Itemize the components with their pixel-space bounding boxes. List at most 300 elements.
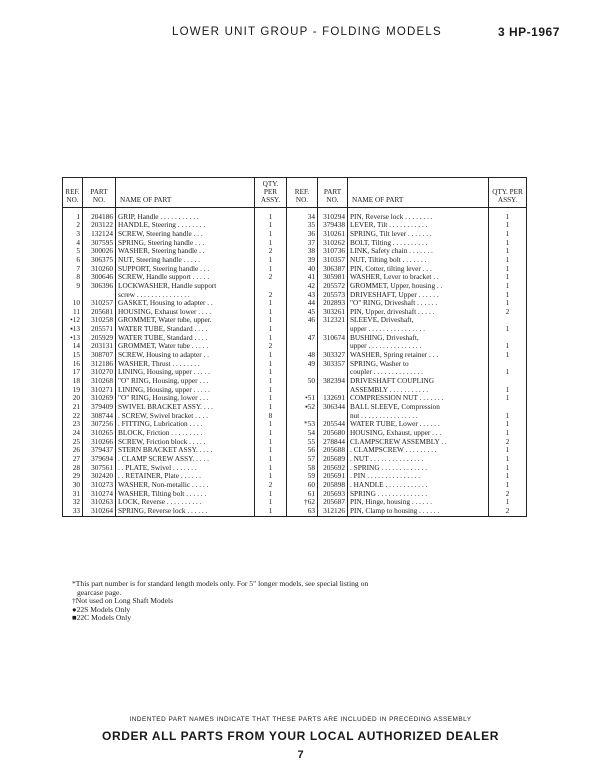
part-no-cell: 310270 — [83, 368, 116, 377]
part-no-cell: 306387 — [318, 265, 348, 274]
parts-table-body — [63, 207, 527, 516]
part-no-cell: 306396 — [83, 282, 116, 291]
ref-no-cell: 48 — [287, 351, 318, 360]
part-no-cell: 202893 — [318, 299, 348, 308]
part-no-cell: 310268 — [83, 377, 116, 386]
ref-no-cell: ▪52 — [287, 403, 318, 412]
ref-no-cell — [287, 412, 318, 421]
part-name-cell: WASHER, Non-metallic . . . . . — [116, 481, 255, 490]
part-no-cell: 300026 — [83, 247, 116, 256]
part-no-cell: 302420 — [83, 472, 116, 481]
part-no-cell: 300646 — [83, 273, 116, 282]
part-name-cell: LINING, Housing, upper . . . . . — [116, 386, 255, 395]
ref-no-cell: *53 — [287, 420, 318, 429]
part-name-cell: SPRING, Reverse lock . . . . . . — [116, 507, 255, 516]
qty-cell: 1 — [255, 498, 287, 507]
ref-no-cell: 49 — [287, 360, 318, 369]
qty-cell: 1 — [255, 394, 287, 403]
ref-no-cell — [287, 386, 318, 395]
part-name-cell: GASKET, Housing to adapter . . — [116, 299, 255, 308]
part-name-cell: PIN, Clamp to housing . . . . . . — [348, 507, 489, 516]
qty-cell: 1 — [255, 207, 287, 221]
ref-no-cell: 1 — [63, 207, 83, 221]
part-name-cell: WASHER, Tilting bolt . . . . . . — [116, 490, 255, 499]
part-name-cell: BLOCK, Friction . . . . . . . . . — [116, 429, 255, 438]
part-no-cell: 310257 — [83, 299, 116, 308]
part-no-cell: 205681 — [83, 308, 116, 317]
qty-cell: 1 — [489, 291, 527, 300]
part-name-cell: . NUT . . . . . . . . . . . . . . . — [348, 455, 489, 464]
ref-no-cell: 22 — [63, 412, 83, 421]
table-row — [63, 282, 527, 291]
table-row — [63, 342, 527, 351]
part-no-cell: 205689 — [318, 455, 348, 464]
qty-cell — [489, 360, 527, 369]
qty-cell: 1 — [255, 446, 287, 455]
part-name-cell: LOCK, Reverse . . . . . . . . . . — [116, 498, 255, 507]
qty-cell: 1 — [489, 221, 527, 230]
table-row — [63, 481, 527, 490]
part-name-cell: WATER TUBE, Standard . . . . — [116, 325, 255, 334]
part-no-cell: 205693 — [318, 490, 348, 499]
qty-cell: 1 — [489, 325, 527, 334]
ref-no-cell: 36 — [287, 230, 318, 239]
part-name-cell: GROMMET, Upper, housing . . — [348, 282, 489, 291]
part-name-cell: coupler . . . . . . . . . . . . . . — [348, 368, 489, 377]
ref-no-cell: 11 — [63, 308, 83, 317]
part-no-cell: 205687 — [318, 498, 348, 507]
ref-no-cell: 39 — [287, 256, 318, 265]
part-name-cell: WASHER, Lever to bracket . . — [348, 273, 489, 282]
ref-no-cell: 46 — [287, 316, 318, 325]
ref-no-cell: 57 — [287, 455, 318, 464]
ref-no-cell: ▪13 — [63, 325, 83, 334]
part-no-cell: 310265 — [83, 429, 116, 438]
part-name-cell: SCREW, Handle support . . . . . — [116, 273, 255, 282]
qty-cell: 2 — [255, 481, 287, 490]
part-no-cell: 205572 — [318, 282, 348, 291]
table-row — [63, 412, 527, 421]
ref-no-cell: 42 — [287, 282, 318, 291]
part-name-cell: . SPRING . . . . . . . . . . . . . — [348, 464, 489, 473]
part-no-cell: 379438 — [318, 221, 348, 230]
col-name-header-2: NAME OF PART — [348, 178, 489, 208]
part-no-cell: 303261 — [318, 308, 348, 317]
table-row — [63, 308, 527, 317]
qty-cell: 1 — [489, 256, 527, 265]
part-no-cell: 203131 — [83, 342, 116, 351]
part-no-cell: 308744 — [83, 412, 116, 421]
part-name-cell: PIN, Hinge, housing . . . . . . — [348, 498, 489, 507]
ref-no-cell: 60 — [287, 481, 318, 490]
part-name-cell: GRIP, Handle . . . . . . . . . . . — [116, 207, 255, 221]
part-no-cell: 310266 — [83, 438, 116, 447]
qty-cell: 2 — [255, 291, 287, 300]
ref-no-cell: 26 — [63, 446, 83, 455]
table-row — [63, 368, 527, 377]
qty-cell: 1 — [489, 446, 527, 455]
part-no-cell — [318, 412, 348, 421]
qty-cell: 2 — [489, 490, 527, 499]
part-name-cell: HOUSING, Exhaust, upper . . . — [348, 429, 489, 438]
qty-cell: 1 — [255, 420, 287, 429]
part-name-cell: . PIN . . . . . . . . . . . . . . . — [348, 472, 489, 481]
qty-cell: 1 — [255, 368, 287, 377]
table-row — [63, 299, 527, 308]
part-name-cell: SCREW, Steering handle . . . — [116, 230, 255, 239]
ref-no-cell: 38 — [287, 247, 318, 256]
table-row — [63, 360, 527, 369]
qty-cell: 1 — [489, 265, 527, 274]
part-name-cell: . CLAMPSCREW . . . . . . . . . — [348, 446, 489, 455]
part-name-cell: LINING, Housing, upper . . . . . — [116, 368, 255, 377]
ref-no-cell: 61 — [287, 490, 318, 499]
part-name-cell: HANDLE, Steering . . . . . . . . — [116, 221, 255, 230]
col-ref-header: REF. NO. — [63, 178, 83, 208]
qty-cell — [489, 316, 527, 325]
part-name-cell: SWIVEL BRACKET ASSY. . . . — [116, 403, 255, 412]
ref-no-cell — [287, 325, 318, 334]
ref-no-cell: 9 — [63, 282, 83, 291]
table-row — [63, 464, 527, 473]
part-no-cell: 205544 — [318, 420, 348, 429]
indented-names-note: INDENTED PART NAMES INDICATE THAT THESE PARTS ARE INCLUDED IN PRECEDING ASSEMBLY — [129, 716, 472, 723]
part-name-cell: "O" RING, Housing, lower . . . — [116, 394, 255, 403]
part-name-cell: COMPRESSION NUT . . . . . . . — [348, 394, 489, 403]
table-row — [63, 420, 527, 429]
qty-cell: 1 — [255, 230, 287, 239]
ref-no-cell: 23 — [63, 420, 83, 429]
part-name-cell: . . RETAINER, Plate . . . . . . — [116, 472, 255, 481]
table-row — [63, 207, 527, 221]
qty-cell: 2 — [489, 438, 527, 447]
part-no-cell: 278844 — [318, 438, 348, 447]
qty-cell: 1 — [255, 351, 287, 360]
part-no-cell: 379437 — [83, 446, 116, 455]
part-name-cell: LINK, Safety chain . . . . . . . — [348, 247, 489, 256]
part-name-cell: GROMMET, Water tube . . . . . — [116, 342, 255, 351]
part-name-cell: NUT, Tilting bolt . . . . . . . — [348, 256, 489, 265]
part-name-cell: upper . . . . . . . . . . . . . . . . — [348, 325, 489, 334]
table-row — [63, 239, 527, 248]
qty-cell: 1 — [255, 325, 287, 334]
part-name-cell: "O" RING, Driveshaft . . . . . . — [348, 299, 489, 308]
ref-no-cell: 34 — [287, 207, 318, 221]
part-no-cell: 310674 — [318, 334, 348, 343]
ref-no-cell: 20 — [63, 394, 83, 403]
qty-cell: 1 — [489, 299, 527, 308]
qty-cell: 1 — [255, 455, 287, 464]
part-no-cell: 310294 — [318, 207, 348, 221]
footnote-gearcase: gearcase page. — [77, 587, 122, 597]
qty-cell: 1 — [255, 308, 287, 317]
ref-no-cell: 35 — [287, 221, 318, 230]
part-no-cell — [318, 386, 348, 395]
ref-no-cell: 43 — [287, 291, 318, 300]
col-qty-header: QTY. PER ASSY. — [255, 178, 287, 208]
col-qty-header-2: QTY. PER ASSY. — [489, 178, 527, 208]
qty-cell: 2 — [255, 342, 287, 351]
part-name-cell: WASHER, Steering handle . . — [116, 247, 255, 256]
part-name-cell: SLEEVE, Driveshaft, — [348, 316, 489, 325]
ref-no-cell: 3 — [63, 230, 83, 239]
part-no-cell: 203122 — [83, 221, 116, 230]
ref-no-cell: •13 — [63, 334, 83, 343]
part-no-cell: 132124 — [83, 230, 116, 239]
part-no-cell: 308707 — [83, 351, 116, 360]
qty-cell: 1 — [489, 351, 527, 360]
ref-no-cell: 29 — [63, 472, 83, 481]
ref-no-cell: 16 — [63, 360, 83, 369]
table-row — [63, 394, 527, 403]
qty-cell: 1 — [489, 207, 527, 221]
table-row — [63, 429, 527, 438]
table-row — [63, 455, 527, 464]
part-name-cell: NUT, Steering handle . . . . . — [116, 256, 255, 265]
ref-no-cell — [63, 291, 83, 300]
table-row — [63, 265, 527, 274]
ref-no-cell: 33 — [63, 507, 83, 516]
footnotes — [72, 580, 368, 623]
ref-no-cell: 44 — [287, 299, 318, 308]
part-no-cell: 312321 — [318, 316, 348, 325]
part-name-cell: nut . . . . . . . . . . . . . . . . — [348, 412, 489, 421]
table-row — [63, 291, 527, 300]
part-name-cell: DRIVESHAFT, Upper . . . . . . — [348, 291, 489, 300]
qty-cell: 2 — [255, 247, 287, 256]
part-no-cell: 310273 — [83, 481, 116, 490]
part-no-cell: 310260 — [83, 265, 116, 274]
part-name-cell: SPRING, Steering handle . . . — [116, 239, 255, 248]
table-row — [63, 325, 527, 334]
part-no-cell: 303357 — [318, 360, 348, 369]
qty-cell: 1 — [255, 403, 287, 412]
part-no-cell: 310271 — [83, 386, 116, 395]
qty-cell: 1 — [489, 481, 527, 490]
ref-no-cell: 27 — [63, 455, 83, 464]
part-name-cell: DRIVESHAFT COUPLING — [348, 377, 489, 386]
part-no-cell: 379409 — [83, 403, 116, 412]
part-no-cell: 312186 — [83, 360, 116, 369]
part-name-cell: . FITTING, Lubrication . . . . — [116, 420, 255, 429]
qty-cell: 1 — [255, 438, 287, 447]
part-name-cell: SUPPORT, Steering handle . . . — [116, 265, 255, 274]
part-no-cell: 303327 — [318, 351, 348, 360]
qty-cell: 1 — [255, 221, 287, 230]
ref-no-cell: 32 — [63, 498, 83, 507]
ref-no-cell: 58 — [287, 464, 318, 473]
ref-no-cell: 24 — [63, 429, 83, 438]
ref-no-cell: 63 — [287, 507, 318, 516]
part-no-cell — [318, 325, 348, 334]
qty-cell: 1 — [489, 273, 527, 282]
qty-cell: 1 — [489, 412, 527, 421]
part-no-cell: 205573 — [318, 291, 348, 300]
qty-cell: 1 — [255, 472, 287, 481]
part-name-cell: BALL SLEEVE, Compression — [348, 403, 489, 412]
table-row — [63, 221, 527, 230]
qty-cell: 1 — [255, 239, 287, 248]
ref-no-cell: 15 — [63, 351, 83, 360]
qty-cell: 1 — [489, 342, 527, 351]
ref-no-cell: 17 — [63, 368, 83, 377]
table-row — [63, 334, 527, 343]
col-ref-header-2: REF. NO. — [287, 178, 318, 208]
qty-cell: 1 — [255, 316, 287, 325]
footnote-long-shaft: †Not used on Long Shaft Models — [72, 596, 174, 606]
part-name-cell: WATER TUBE, Lower . . . . . . — [348, 420, 489, 429]
ref-no-cell: •12 — [63, 316, 83, 325]
table-row — [63, 377, 527, 386]
part-name-cell: SCREW, Housing to adapter . . — [116, 351, 255, 360]
qty-cell: 1 — [489, 464, 527, 473]
part-name-cell: BOLT, Tilting . . . . . . . . . . — [348, 239, 489, 248]
ref-no-cell: 31 — [63, 490, 83, 499]
ref-no-cell: 45 — [287, 308, 318, 317]
part-name-cell: STERN BRACKET ASSY. . . . . — [116, 446, 255, 455]
part-name-cell: SCREW, Friction block . . . . . — [116, 438, 255, 447]
ref-no-cell: †62 — [287, 498, 318, 507]
part-no-cell: 310736 — [318, 247, 348, 256]
part-no-cell: 307561 — [83, 464, 116, 473]
ref-no-cell: 10 — [63, 299, 83, 308]
part-no-cell: 379694 — [83, 455, 116, 464]
ref-no-cell: 18 — [63, 377, 83, 386]
ref-no-cell: 50 — [287, 377, 318, 386]
part-name-cell: ASSEMBLY . . . . . . . . . . . — [348, 386, 489, 395]
ref-no-cell: 8 — [63, 273, 83, 282]
table-row — [63, 351, 527, 360]
ref-no-cell: 2 — [63, 221, 83, 230]
part-name-cell: BUSHING, Driveshaft, — [348, 334, 489, 343]
qty-cell: 1 — [489, 230, 527, 239]
ref-no-cell: 55 — [287, 438, 318, 447]
part-name-cell: . CLAMP SCREW ASSY. . . . . — [116, 455, 255, 464]
part-no-cell: 205688 — [318, 446, 348, 455]
qty-cell: 8 — [255, 412, 287, 421]
table-row — [63, 498, 527, 507]
qty-cell — [489, 377, 527, 386]
qty-cell: 1 — [255, 464, 287, 473]
qty-cell — [255, 282, 287, 291]
part-no-cell: 310274 — [83, 490, 116, 499]
qty-cell: 2 — [255, 273, 287, 282]
part-no-cell: 310264 — [83, 507, 116, 516]
qty-cell: 1 — [255, 490, 287, 499]
qty-cell: 1 — [489, 386, 527, 395]
qty-cell: 1 — [255, 256, 287, 265]
table-header-row — [63, 178, 527, 208]
part-no-cell: 310263 — [83, 498, 116, 507]
qty-cell: 1 — [489, 247, 527, 256]
part-name-cell: SPRING . . . . . . . . . . . . . . — [348, 490, 489, 499]
qty-cell — [489, 334, 527, 343]
part-name-cell: HOUSING, Exhaust lower . . . . — [116, 308, 255, 317]
part-no-cell: 307256 — [83, 420, 116, 429]
part-no-cell: 310261 — [318, 230, 348, 239]
part-no-cell: 205680 — [318, 429, 348, 438]
qty-cell: 2 — [489, 308, 527, 317]
part-no-cell: 310262 — [318, 239, 348, 248]
ref-no-cell: 37 — [287, 239, 318, 248]
ref-no-cell: 30 — [63, 481, 83, 490]
ref-no-cell — [287, 368, 318, 377]
part-no-cell: 205571 — [83, 325, 116, 334]
part-no-cell: 205691 — [318, 472, 348, 481]
part-name-cell: upper . . . . . . . . . . . . . . . — [348, 342, 489, 351]
part-no-cell: 205929 — [83, 334, 116, 343]
part-no-cell: 205692 — [318, 464, 348, 473]
qty-cell: 1 — [255, 507, 287, 516]
col-part-header-2: PART NO. — [318, 178, 348, 208]
part-no-cell: 382394 — [318, 377, 348, 386]
part-name-cell: LEVER, Tilt . . . . . . . . . . . — [348, 221, 489, 230]
table-row — [63, 403, 527, 412]
page-number: 7 — [297, 749, 304, 761]
qty-cell: 1 — [489, 498, 527, 507]
table-row — [63, 472, 527, 481]
qty-cell: 1 — [489, 420, 527, 429]
part-name-cell: LOCKWASHER, Handle support — [116, 282, 255, 291]
qty-cell — [489, 403, 527, 412]
qty-cell: 1 — [489, 239, 527, 248]
qty-cell: 1 — [489, 394, 527, 403]
ref-no-cell: •51 — [287, 394, 318, 403]
ref-no-cell: 40 — [287, 265, 318, 274]
part-no-cell: 205898 — [318, 481, 348, 490]
table-row — [63, 438, 527, 447]
footnote-22s: ●22S Models Only — [72, 604, 131, 614]
qty-cell: 1 — [489, 282, 527, 291]
col-name-header: NAME OF PART — [116, 178, 255, 208]
ref-no-cell: 56 — [287, 446, 318, 455]
col-part-header: PART NO. — [83, 178, 116, 208]
part-no-cell — [318, 368, 348, 377]
qty-cell: 1 — [255, 299, 287, 308]
qty-cell: 1 — [255, 429, 287, 438]
table-row — [63, 507, 527, 516]
ref-no-cell: 21 — [63, 403, 83, 412]
part-name-cell: PIN, Reverse lock . . . . . . . . — [348, 207, 489, 221]
ref-no-cell: 28 — [63, 464, 83, 473]
qty-cell: 1 — [489, 368, 527, 377]
ref-no-cell: 4 — [63, 239, 83, 248]
table-row — [63, 256, 527, 265]
qty-cell: 1 — [489, 472, 527, 481]
ref-no-cell: 14 — [63, 342, 83, 351]
parts-table — [62, 177, 527, 517]
ref-no-cell: 19 — [63, 386, 83, 395]
part-no-cell: 310258 — [83, 316, 116, 325]
qty-cell: 1 — [255, 265, 287, 274]
table-row — [63, 273, 527, 282]
part-name-cell: GROMMET, Water tube, upper. — [116, 316, 255, 325]
footnote-standard-length: *This part number is for standard length models only. For 5" longer models, see special listing on — [72, 579, 369, 588]
ref-no-cell: 7 — [63, 265, 83, 274]
part-no-cell: 310269 — [83, 394, 116, 403]
part-name-cell: SPRING, Tilt lever . . . . . . . — [348, 230, 489, 239]
part-name-cell: WASHER, Thrust . . . . . . . . — [116, 360, 255, 369]
part-no-cell — [318, 342, 348, 351]
table-row — [63, 446, 527, 455]
qty-cell: 1 — [255, 360, 287, 369]
table-row — [63, 247, 527, 256]
qty-cell: 1 — [255, 334, 287, 343]
model-year-label: 3 HP-1967 — [498, 25, 560, 39]
part-name-cell: screw . . . . . . . . . . . . . . . — [116, 291, 255, 300]
dealer-notice: ORDER ALL PARTS FROM YOUR LOCAL AUTHORIZED DEALER — [102, 729, 499, 743]
part-no-cell: 306344 — [318, 403, 348, 412]
